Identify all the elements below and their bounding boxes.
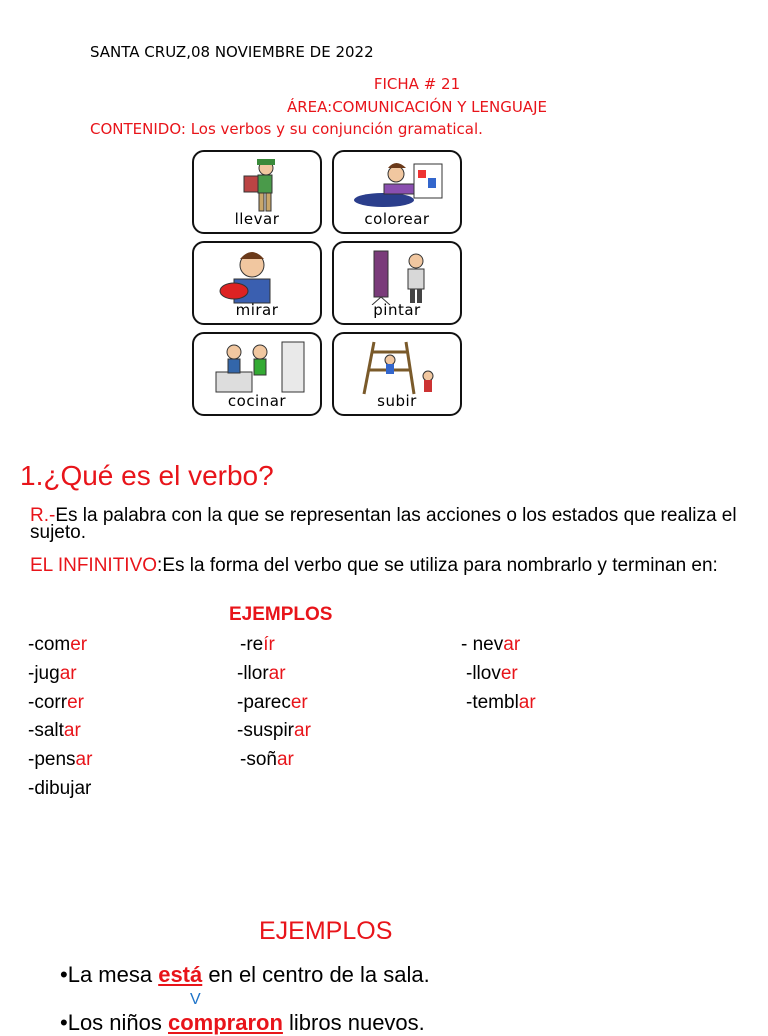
verb-ending: ar — [294, 720, 311, 741]
verb-stem: -dibujar — [28, 778, 92, 799]
verb-ending: er — [500, 663, 518, 684]
card-word: colorear — [364, 210, 430, 228]
card-word: subir — [377, 392, 417, 410]
children-climbing-icon — [344, 338, 454, 396]
children-cooking-icon — [204, 338, 314, 396]
verb-item — [466, 692, 536, 714]
verb-ending: er — [290, 692, 308, 713]
verb-stem: -parec — [237, 692, 291, 713]
verb-item — [28, 749, 92, 771]
verb-stem: -re — [240, 634, 264, 655]
sentence-verb: está — [158, 962, 203, 987]
verb-item — [28, 692, 84, 714]
verb-mark: V — [190, 991, 201, 1008]
sentence-after: en el centro de la sala. — [202, 962, 430, 987]
child-painting-icon — [344, 247, 454, 305]
verb-stem: -llor — [237, 663, 269, 684]
card-mirar — [192, 241, 322, 325]
card-word: mirar — [235, 301, 279, 319]
verb-item — [28, 720, 81, 742]
example-sentence-1 — [60, 962, 430, 988]
question-heading: 1.¿Qué es el verbo? — [20, 460, 274, 491]
sentence-before: •La mesa — [60, 962, 159, 987]
verb-ending: er — [70, 634, 88, 655]
verb-ending: er — [67, 692, 84, 713]
verb-item — [237, 692, 308, 714]
infinitive-paragraph — [30, 557, 750, 574]
verb-stem: -suspir — [237, 720, 295, 741]
infinitive-text: :Es la forma del verbo que se utiliza para nombrarlo y terminan en: — [157, 555, 718, 576]
verb-item — [28, 634, 87, 656]
verb-item — [28, 663, 77, 685]
verb-item — [237, 720, 311, 742]
verb-stem: - nev — [461, 634, 504, 655]
verb-ending: ar — [59, 663, 77, 684]
verb-ending: ír — [263, 634, 275, 655]
answer-paragraph — [30, 507, 750, 541]
verb-stem: -pens — [28, 749, 76, 770]
verb-ending: ar — [63, 720, 81, 741]
verb-ending: ar — [75, 749, 93, 770]
verb-ending: ar — [268, 663, 286, 684]
verb-item — [461, 634, 520, 656]
card-colorear — [332, 150, 462, 234]
card-cocinar — [192, 332, 322, 416]
verb-stem: -soñ — [240, 749, 277, 770]
sentence-verb: compraron — [168, 1010, 283, 1035]
examples-title: EJEMPLOS — [229, 604, 333, 625]
card-word: pintar — [373, 301, 421, 319]
infinitive-term: EL INFINITIVO — [30, 555, 158, 576]
verb-ending: ar — [518, 692, 536, 713]
verb-picture-grid — [192, 150, 464, 418]
verb-stem: -corr — [28, 692, 68, 713]
verb-ending: ar — [503, 634, 521, 655]
card-subir — [332, 332, 462, 416]
verb-stem: -llov — [466, 663, 501, 684]
verb-item — [240, 634, 275, 656]
verb-stem: -tembl — [466, 692, 519, 713]
verb-stem: -salt — [28, 720, 64, 741]
child-looking-icon — [204, 247, 314, 305]
subject-area: ÁREA:COMUNICACIÓN Y LENGUAJE — [287, 98, 547, 116]
card-pintar — [332, 241, 462, 325]
boy-with-backpack-icon — [204, 156, 314, 214]
sentence-after: libros nuevos. — [282, 1010, 425, 1035]
verb-ending: ar — [276, 749, 294, 770]
card-word: llevar — [234, 210, 280, 228]
example-sentence-2 — [60, 1010, 425, 1036]
verb-stem: -jug — [28, 663, 60, 684]
examples-title-2: EJEMPLOS — [259, 917, 393, 945]
sentence-before: •Los niños — [60, 1010, 168, 1035]
verb-item — [240, 749, 294, 771]
answer-prefix: R.- — [30, 505, 56, 526]
verb-item — [237, 663, 286, 685]
answer-text: Es la palabra con la que se representan las acciones o los estados que realiza el sujeto. — [30, 505, 737, 543]
verb-item — [28, 778, 91, 800]
verb-stem: -com — [28, 634, 71, 655]
content-topic: CONTENIDO: Los verbos y su conjunción gramatical. — [90, 120, 483, 138]
worksheet-number: FICHA # 21 — [373, 75, 461, 93]
card-word: cocinar — [227, 392, 287, 410]
verb-item — [466, 663, 518, 685]
date-line: SANTA CRUZ,08 NOVIEMBRE DE 2022 — [90, 43, 374, 61]
child-coloring-icon — [344, 156, 454, 214]
card-llevar — [192, 150, 322, 234]
